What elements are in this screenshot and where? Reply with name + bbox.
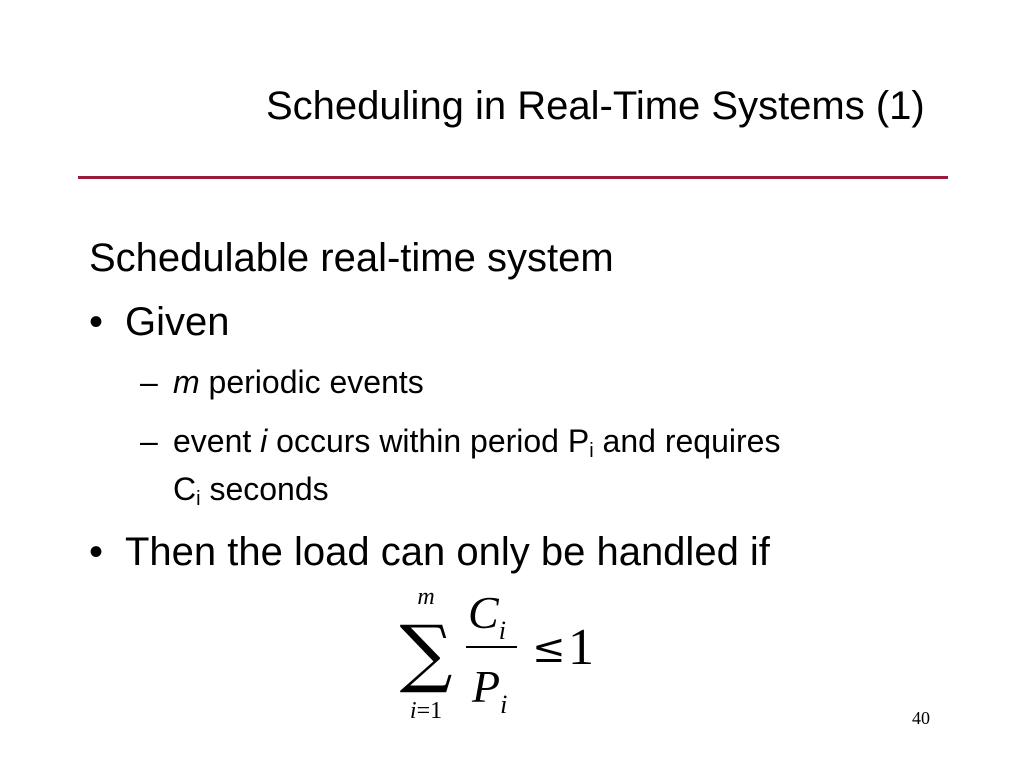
subscript-i: i (589, 440, 594, 462)
slide-title: Scheduling in Real-Time Systems (1) (266, 84, 925, 128)
dash-marker: – (140, 423, 158, 459)
section-heading: Schedulable real-time system (89, 236, 614, 280)
title-divider (78, 176, 948, 179)
variable-i: i (260, 423, 268, 459)
subscript-i: i (196, 488, 201, 510)
less-than-or-equal-sign: ≤ (532, 626, 566, 672)
fraction-denominator: $P_i$ (472, 661, 508, 719)
summation-upper-limit: m (417, 584, 435, 610)
bullet-marker: • (89, 300, 104, 344)
dash-marker: – (140, 364, 158, 400)
fraction-numerator: $C_i$ (468, 587, 506, 645)
bound-value: 1 (568, 619, 594, 676)
summation-sign: ∑ (399, 610, 453, 696)
summation-lower-limit: i=1 (409, 698, 443, 724)
bullet-text: Given (125, 300, 230, 344)
page-number: 40 (912, 708, 930, 728)
bullet-marker: • (89, 530, 104, 574)
schedulability-formula (390, 578, 620, 728)
bullet-text: Then the load can only be handled if (125, 530, 770, 574)
sub-bullet-text: periodic events (199, 364, 424, 400)
variable-m: m (173, 364, 200, 400)
slide: Scheduling in Real-Time Systems (1) Schedulable real-time system • Given – m periodic events – event i occurs within period $P_i$ and requires $C_i$ seconds • Then the load can only be handled if m ∑ i=1 $C_i$ $P_i$ ≤ 1 40 (0, 0, 1024, 768)
